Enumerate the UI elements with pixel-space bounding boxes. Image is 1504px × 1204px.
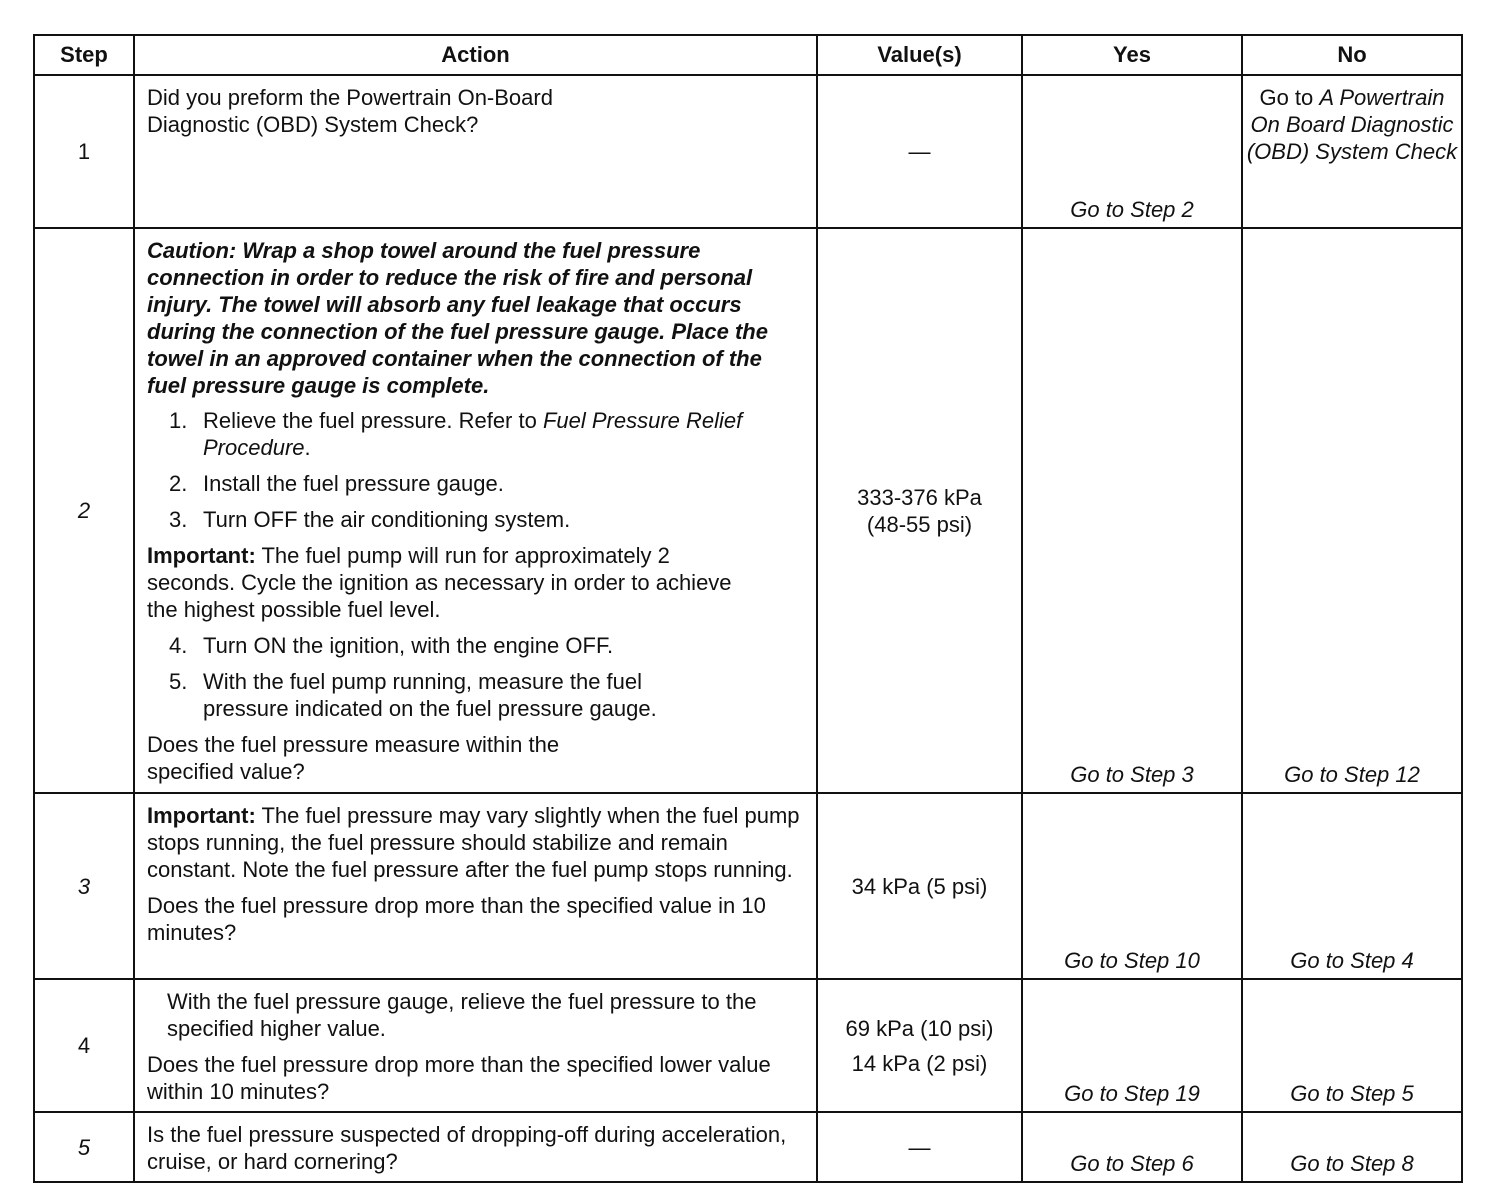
header-step: Step [34, 35, 134, 75]
list-text: Turn OFF the air conditioning system. [203, 507, 571, 532]
no-cell: Go to Step 4 [1242, 793, 1462, 979]
list-text: With the fuel pump running, measure the fuel pressure indicated on the fuel pressure gauge. [203, 669, 657, 721]
question-text: Does the fuel pressure drop more than the specified lower value within 10 minutes? [147, 1052, 771, 1104]
header-no: No [1242, 35, 1462, 75]
table-row [34, 75, 1462, 228]
header-yes: Yes [1022, 35, 1242, 75]
important-label: Important: [147, 543, 256, 568]
action-cell [134, 1112, 817, 1182]
step-number: 4 [34, 979, 134, 1112]
table-row [34, 979, 1462, 1112]
diagnostic-table [33, 34, 1463, 1183]
value-cell [817, 979, 1022, 1112]
yes-cell: Go to Step 10 [1022, 793, 1242, 979]
caution-text: Caution: Wrap a shop towel around the fuel pressure connection in order to reduce the risk of fire and personal injury. The towel will absorb any fuel leakage that occurs during the connection of the fuel pressure gauge. Place the towel in an approved container when the connection of the fuel pressure gauge is complete. [147, 238, 768, 398]
action-cell [134, 979, 817, 1112]
step-number: 2 [34, 228, 134, 793]
important-note [147, 802, 806, 883]
list-item [169, 632, 806, 659]
question-text: Does the fuel pressure measure within the specified value? [147, 732, 560, 784]
list-item [169, 407, 806, 461]
question-text: Does the fuel pressure drop more than the specified value in 10 minutes? [147, 893, 766, 945]
yes-cell: Go to Step 2 [1022, 75, 1242, 228]
important-note [147, 542, 806, 623]
important-text: The fuel pressure may vary slightly when the fuel pump stops running, the fuel pressure should stabilize and remain constant. Note the fuel pressure after the fuel pump stops running. [147, 803, 800, 882]
list-item [169, 506, 806, 533]
action-text: Did you preform the Powertrain On-Board Diagnostic (OBD) System Check? [147, 85, 553, 137]
value-cell [817, 228, 1022, 793]
procedure-reference: Fuel Pressure Relief Procedure [203, 408, 743, 460]
list-number: 1. [169, 408, 188, 433]
no-reference: A Powertrain On Board Diagnostic (OBD) System Check [1246, 85, 1458, 164]
item-end: . [304, 435, 311, 460]
list-item [169, 470, 806, 497]
step-number: 1 [34, 75, 134, 228]
list-text: Turn ON the ignition, with the engine OFF. [203, 633, 614, 658]
step-number: 5 [34, 1112, 134, 1182]
step-number: 3 [34, 793, 134, 979]
no-prefix: Go to [1259, 85, 1320, 110]
action-cell [134, 228, 817, 793]
action-cell [134, 793, 817, 979]
value-secondary: (48-55 psi) [866, 511, 973, 537]
header-row [34, 35, 1462, 75]
value-primary: 333-376 kPa [857, 484, 982, 510]
list-number: 3. [169, 507, 188, 532]
list-text [203, 407, 806, 461]
header-values: Value(s) [817, 35, 1022, 75]
list-text: Install the fuel pressure gauge. [203, 471, 504, 496]
important-label: Important: [147, 803, 256, 828]
no-cell: Go to Step 12 [1242, 228, 1462, 793]
action-cell [134, 75, 817, 228]
yes-cell: Go to Step 6 [1022, 1112, 1242, 1182]
yes-cell: Go to Step 19 [1022, 979, 1242, 1112]
value-higher: 69 kPa (10 psi) [845, 1015, 994, 1041]
value-cell: — [817, 1112, 1022, 1182]
value-lower: 14 kPa (2 psi) [851, 1050, 988, 1076]
important-text: The fuel pump will run for approximately 2 seconds. Cycle the ignition as necessary in order to achieve the highest possible fuel level. [147, 543, 732, 622]
header-action: Action [134, 35, 817, 75]
list-number: 4. [169, 633, 188, 658]
list-item [169, 668, 806, 722]
value-cell: — [817, 75, 1022, 228]
table-row [34, 228, 1462, 793]
action-text: Is the fuel pressure suspected of dropping-off during acceleration, cruise, or hard cornering? [147, 1122, 787, 1174]
no-cell [1242, 75, 1462, 228]
list-number: 2. [169, 471, 188, 496]
table-row [34, 793, 1462, 979]
value-cell: 34 kPa (5 psi) [817, 793, 1022, 979]
table-row [34, 1112, 1462, 1182]
item-text: Relieve the fuel pressure. Refer to [203, 408, 543, 433]
instruction-text: With the fuel pressure gauge, relieve the fuel pressure to the specified higher value. [167, 989, 757, 1041]
yes-cell: Go to Step 3 [1022, 228, 1242, 793]
no-cell: Go to Step 5 [1242, 979, 1462, 1112]
list-number: 5. [169, 669, 188, 694]
no-cell: Go to Step 8 [1242, 1112, 1462, 1182]
